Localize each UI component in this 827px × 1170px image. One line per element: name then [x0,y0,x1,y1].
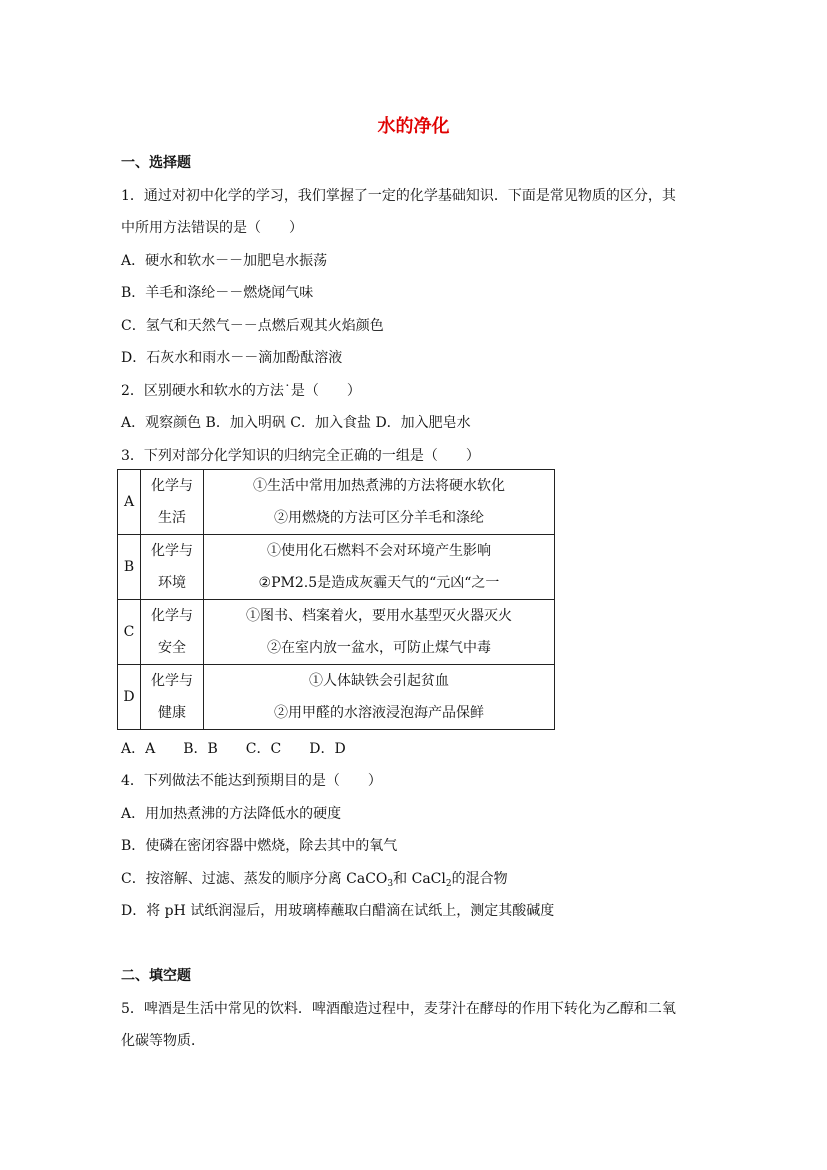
question-5-line1: 5．啤酒是生活中常见的饮料．啤酒酿造过程中，麦芽汁在酵母的作用下转化为乙醇和二氧 [121,1001,676,1017]
question-1-option-b: B．羊毛和涤纶－－燃烧闻气味 [121,285,314,301]
option-c-text-mid: 和 CaCl [393,871,446,887]
table-row [118,665,555,730]
question-1-option-a: A．硬水和软水－－加肥皂水振荡 [121,253,328,269]
question-3-options: A．A B．B C．C D．D [121,741,346,757]
row-letter: B [118,535,141,600]
content-item2: ②在室内放一盆水，可防止煤气中毒 [267,640,491,656]
category-line2: 环境 [158,575,186,591]
section-heading-fill: 二、填空题 [121,968,191,984]
category-line1: 化学与 [151,478,193,494]
question-2-stem: 2．区别硬水和软水的方法˙是（ ） [121,383,361,399]
category-line1: 化学与 [151,673,193,689]
table-row [118,535,555,600]
question-1-stem-line1: 1．通过对初中化学的学习，我们掌握了一定的化学基础知识．下面是常见物质的区分，其 [121,188,676,204]
question-4-option-a: A．用加热煮沸的方法降低水的硬度 [121,806,342,822]
question-1-option-d: D．石灰水和雨水－－滴加酚酞溶液 [121,350,343,366]
row-content [204,665,555,730]
category-line1: 化学与 [151,608,193,624]
content-item2: ②用燃烧的方法可区分羊毛和涤纶 [274,510,484,526]
row-content [204,600,555,665]
question-4-option-d: D．将 pH 试纸润湿后，用玻璃棒蘸取白醋滴在试纸上，测定其酸碱度 [121,903,555,919]
content-item1: ①使用化石燃料不会对环境产生影响 [267,543,491,559]
subscript-2: 2 [445,879,452,889]
content-item1: ①人体缺铁会引起贫血 [309,673,449,689]
row-content [204,535,555,600]
table-row [118,600,555,665]
question-3-table [117,469,555,730]
subscript-3: 3 [387,879,394,889]
row-category [141,470,204,535]
row-category [141,600,204,665]
question-4-option-c [121,868,508,889]
row-letter: A [118,470,141,535]
category-line1: 化学与 [151,543,193,559]
content-item2: ②PM2.5是造成灰霾天气的“元凶“之一 [258,575,500,591]
section-heading-choice: 一、选择题 [121,155,191,171]
content-item1: ①图书、档案着火，要用水基型灭火器灭火 [246,608,512,624]
row-category [141,535,204,600]
content-item1: ①生活中常用加热煮沸的方法将硬水软化 [253,478,505,494]
row-content [204,470,555,535]
table-row [118,470,555,535]
row-category [141,665,204,730]
question-4-stem: 4．下列做法不能达到预期目的是（ ） [121,773,382,789]
question-2-options: A．观察颜色 B．加入明矾 C．加入食盐 D．加入肥皂水 [121,415,471,431]
question-3-stem: 3．下列对部分化学知识的归纳完全正确的一组是（ ） [121,448,480,464]
question-1-option-c: C．氢气和天然气－－点燃后观其火焰颜色 [121,318,384,334]
question-1-stem-line2: 中所用方法错误的是（ ） [121,220,303,236]
category-line2: 安全 [158,640,186,656]
category-line2: 生活 [158,510,186,526]
page-title: 水的净化 [377,116,450,137]
row-letter: C [118,600,141,665]
option-c-text-pre: C．按溶解、过滤、蒸发的顺序分离 CaCO [121,871,388,887]
option-c-text-post: 的混合物 [451,871,508,887]
question-4-option-b: B．使磷在密闭容器中燃烧，除去其中的氧气 [121,838,398,854]
category-line2: 健康 [158,705,186,721]
content-item2: ②用甲醛的水溶液浸泡海产品保鲜 [274,705,484,721]
row-letter: D [118,665,141,730]
question-5-line2: 化碳等物质． [121,1033,205,1049]
